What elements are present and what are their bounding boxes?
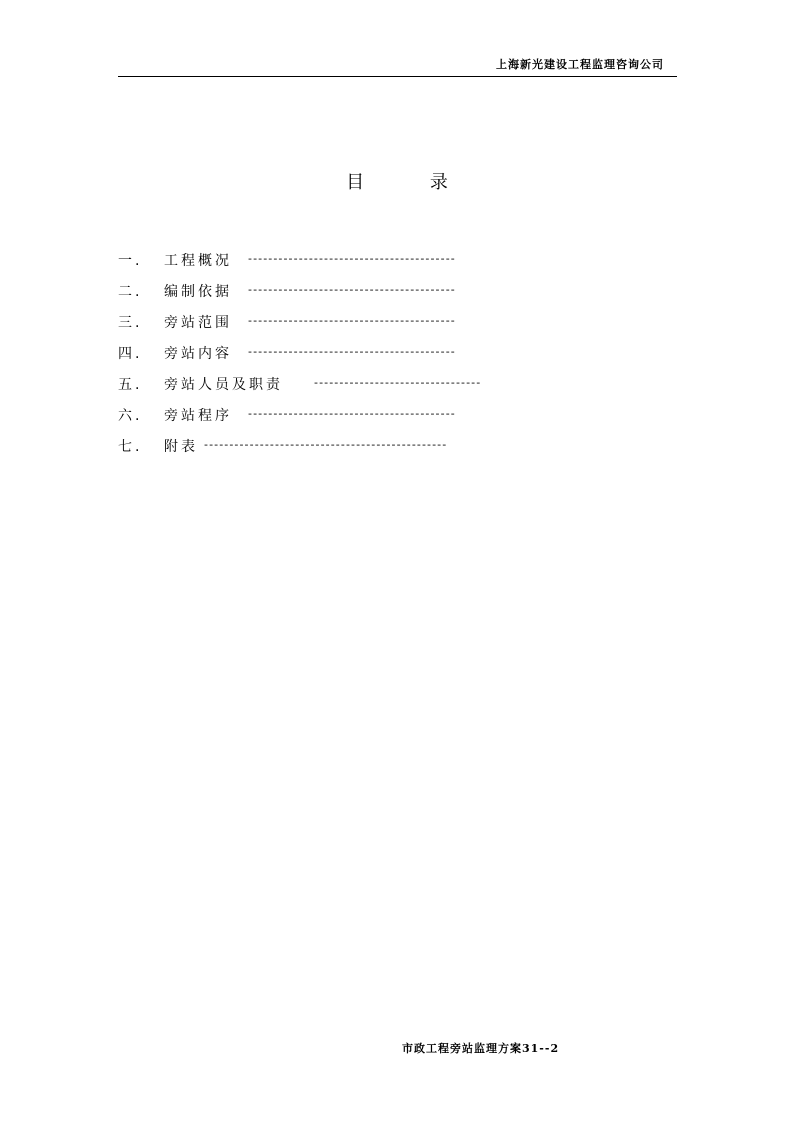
toc-item: [118, 432, 588, 463]
toc-item-label: 旁站程序: [164, 408, 232, 424]
toc-item-number: 五.: [118, 377, 143, 393]
toc-item-leader: -----------------------------------------: [248, 314, 456, 327]
toc-item: [118, 277, 588, 308]
toc-item-leader: ---------------------------------: [314, 376, 482, 389]
toc-item-number: 二.: [118, 284, 143, 300]
header-rule: [118, 76, 677, 77]
toc-item-label: 旁站内容: [164, 346, 232, 362]
toc-item-label: 旁站范围: [164, 315, 232, 331]
toc-item-number: 一.: [118, 253, 143, 269]
toc-item: [118, 246, 588, 277]
toc-item: [118, 401, 588, 432]
toc-title: 目 录: [346, 172, 478, 193]
toc-list: [118, 246, 588, 463]
footer-document-title: 市政工程旁站监理方案31--2: [402, 1042, 560, 1055]
toc-item-leader: -----------------------------------------: [248, 252, 456, 265]
toc-item-number: 三.: [118, 315, 143, 331]
toc-item-leader: -----------------------------------------: [248, 345, 456, 358]
toc-item-label: 工程概况: [164, 253, 232, 269]
header-company-name: 上海新光建设工程监理咨询公司: [496, 58, 664, 71]
toc-item-label: 附表: [164, 439, 198, 455]
toc-item-label: 编制依据: [164, 284, 232, 300]
toc-item-number: 四.: [118, 346, 143, 362]
toc-item-leader: -----------------------------------------: [248, 407, 456, 420]
toc-item-label: 旁站人员及职责: [164, 377, 283, 393]
toc-item-leader: ------------------------------------------------: [204, 438, 448, 451]
toc-item-leader: -----------------------------------------: [248, 283, 456, 296]
toc-item: [118, 308, 588, 339]
toc-item-number: 七.: [118, 439, 143, 455]
toc-item: [118, 370, 588, 401]
toc-item-number: 六.: [118, 408, 143, 424]
toc-item: [118, 339, 588, 370]
